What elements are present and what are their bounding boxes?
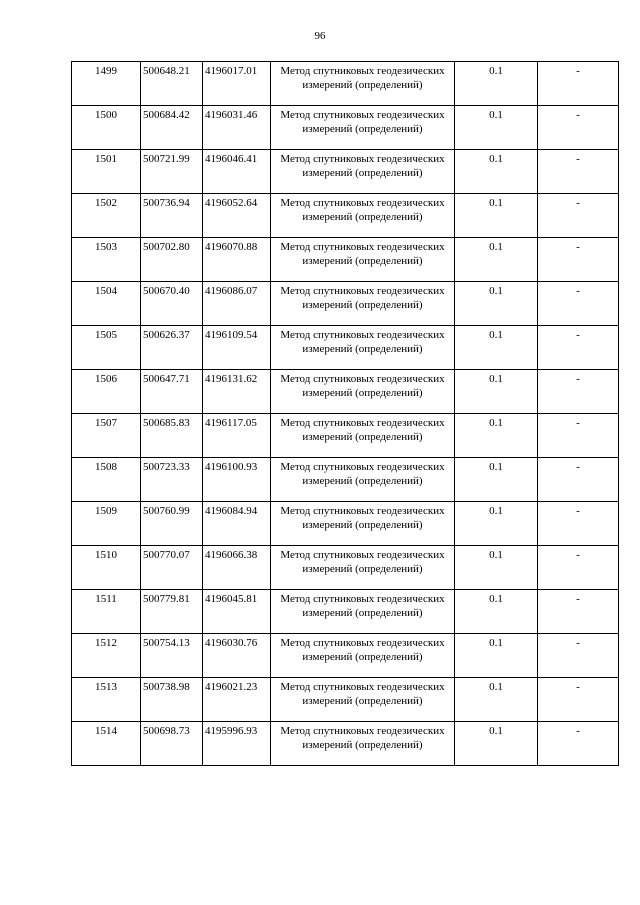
- point-number-cell: 1514: [72, 722, 141, 766]
- point-number-cell: 1510: [72, 546, 141, 590]
- method-cell: Метод спутниковых геодезических измерений (определений): [271, 634, 455, 678]
- note-cell: -: [538, 150, 619, 194]
- accuracy-cell: 0.1: [455, 326, 538, 370]
- accuracy-cell: 0.1: [455, 150, 538, 194]
- method-cell: Метод спутниковых геодезических измерений (определений): [271, 678, 455, 722]
- table-row: [72, 590, 619, 634]
- y-coordinate-cell: 4196086.07: [203, 282, 271, 326]
- x-coordinate-cell: 500685.83: [141, 414, 203, 458]
- accuracy-cell: 0.1: [455, 590, 538, 634]
- x-coordinate-cell: 500648.21: [141, 62, 203, 106]
- x-coordinate-cell: 500698.73: [141, 722, 203, 766]
- x-coordinate-cell: 500779.81: [141, 590, 203, 634]
- x-coordinate-cell: 500736.94: [141, 194, 203, 238]
- y-coordinate-cell: 4196031.46: [203, 106, 271, 150]
- method-cell: Метод спутниковых геодезических измерений (определений): [271, 62, 455, 106]
- note-cell: -: [538, 414, 619, 458]
- point-number-cell: 1503: [72, 238, 141, 282]
- table-row: [72, 150, 619, 194]
- note-cell: -: [538, 282, 619, 326]
- table-row: [72, 106, 619, 150]
- y-coordinate-cell: 4196109.54: [203, 326, 271, 370]
- accuracy-cell: 0.1: [455, 722, 538, 766]
- method-cell: Метод спутниковых геодезических измерений (определений): [271, 722, 455, 766]
- x-coordinate-cell: 500721.99: [141, 150, 203, 194]
- accuracy-cell: 0.1: [455, 458, 538, 502]
- method-cell: Метод спутниковых геодезических измерений (определений): [271, 326, 455, 370]
- method-cell: Метод спутниковых геодезических измерений (определений): [271, 282, 455, 326]
- point-number-cell: 1506: [72, 370, 141, 414]
- point-number-cell: 1507: [72, 414, 141, 458]
- table-row: [72, 194, 619, 238]
- point-number-cell: 1500: [72, 106, 141, 150]
- method-cell: Метод спутниковых геодезических измерений (определений): [271, 106, 455, 150]
- y-coordinate-cell: 4196017.01: [203, 62, 271, 106]
- point-number-cell: 1513: [72, 678, 141, 722]
- point-number-cell: 1502: [72, 194, 141, 238]
- x-coordinate-cell: 500647.71: [141, 370, 203, 414]
- x-coordinate-cell: 500723.33: [141, 458, 203, 502]
- accuracy-cell: 0.1: [455, 502, 538, 546]
- method-cell: Метод спутниковых геодезических измерений (определений): [271, 238, 455, 282]
- accuracy-cell: 0.1: [455, 370, 538, 414]
- table-body: [72, 62, 619, 766]
- method-cell: Метод спутниковых геодезических измерений (определений): [271, 546, 455, 590]
- x-coordinate-cell: 500770.07: [141, 546, 203, 590]
- x-coordinate-cell: 500626.37: [141, 326, 203, 370]
- y-coordinate-cell: 4196066.38: [203, 546, 271, 590]
- note-cell: -: [538, 62, 619, 106]
- point-number-cell: 1499: [72, 62, 141, 106]
- point-number-cell: 1501: [72, 150, 141, 194]
- table-row: [72, 62, 619, 106]
- x-coordinate-cell: 500702.80: [141, 238, 203, 282]
- method-cell: Метод спутниковых геодезических измерений (определений): [271, 502, 455, 546]
- table-row: [72, 282, 619, 326]
- point-number-cell: 1505: [72, 326, 141, 370]
- accuracy-cell: 0.1: [455, 194, 538, 238]
- method-cell: Метод спутниковых геодезических измерений (определений): [271, 370, 455, 414]
- accuracy-cell: 0.1: [455, 282, 538, 326]
- accuracy-cell: 0.1: [455, 238, 538, 282]
- y-coordinate-cell: 4196021.23: [203, 678, 271, 722]
- method-cell: Метод спутниковых геодезических измерений (определений): [271, 590, 455, 634]
- point-number-cell: 1511: [72, 590, 141, 634]
- x-coordinate-cell: 500684.42: [141, 106, 203, 150]
- y-coordinate-cell: 4196030.76: [203, 634, 271, 678]
- x-coordinate-cell: 500670.40: [141, 282, 203, 326]
- note-cell: -: [538, 722, 619, 766]
- accuracy-cell: 0.1: [455, 106, 538, 150]
- note-cell: -: [538, 590, 619, 634]
- x-coordinate-cell: 500754.13: [141, 634, 203, 678]
- table-row: [72, 370, 619, 414]
- method-cell: Метод спутниковых геодезических измерений (определений): [271, 194, 455, 238]
- note-cell: -: [538, 326, 619, 370]
- note-cell: -: [538, 634, 619, 678]
- accuracy-cell: 0.1: [455, 678, 538, 722]
- point-number-cell: 1504: [72, 282, 141, 326]
- accuracy-cell: 0.1: [455, 634, 538, 678]
- note-cell: -: [538, 370, 619, 414]
- y-coordinate-cell: 4196117.05: [203, 414, 271, 458]
- note-cell: -: [538, 546, 619, 590]
- table-row: [72, 722, 619, 766]
- page-number: 96: [314, 30, 326, 42]
- note-cell: -: [538, 238, 619, 282]
- y-coordinate-cell: 4196131.62: [203, 370, 271, 414]
- y-coordinate-cell: 4196100.93: [203, 458, 271, 502]
- y-coordinate-cell: 4196045.81: [203, 590, 271, 634]
- note-cell: -: [538, 502, 619, 546]
- table-row: [72, 458, 619, 502]
- coordinates-table: [71, 61, 619, 766]
- table-row: [72, 414, 619, 458]
- method-cell: Метод спутниковых геодезических измерений (определений): [271, 414, 455, 458]
- note-cell: -: [538, 106, 619, 150]
- point-number-cell: 1508: [72, 458, 141, 502]
- y-coordinate-cell: 4195996.93: [203, 722, 271, 766]
- table-row: [72, 678, 619, 722]
- y-coordinate-cell: 4196046.41: [203, 150, 271, 194]
- table-row: [72, 238, 619, 282]
- method-cell: Метод спутниковых геодезических измерений (определений): [271, 458, 455, 502]
- note-cell: -: [538, 194, 619, 238]
- method-cell: Метод спутниковых геодезических измерений (определений): [271, 150, 455, 194]
- accuracy-cell: 0.1: [455, 62, 538, 106]
- accuracy-cell: 0.1: [455, 414, 538, 458]
- table-row: [72, 502, 619, 546]
- table-row: [72, 634, 619, 678]
- y-coordinate-cell: 4196052.64: [203, 194, 271, 238]
- note-cell: -: [538, 458, 619, 502]
- y-coordinate-cell: 4196070.88: [203, 238, 271, 282]
- accuracy-cell: 0.1: [455, 546, 538, 590]
- point-number-cell: 1509: [72, 502, 141, 546]
- table-row: [72, 546, 619, 590]
- point-number-cell: 1512: [72, 634, 141, 678]
- x-coordinate-cell: 500760.99: [141, 502, 203, 546]
- table-row: [72, 326, 619, 370]
- y-coordinate-cell: 4196084.94: [203, 502, 271, 546]
- x-coordinate-cell: 500738.98: [141, 678, 203, 722]
- note-cell: -: [538, 678, 619, 722]
